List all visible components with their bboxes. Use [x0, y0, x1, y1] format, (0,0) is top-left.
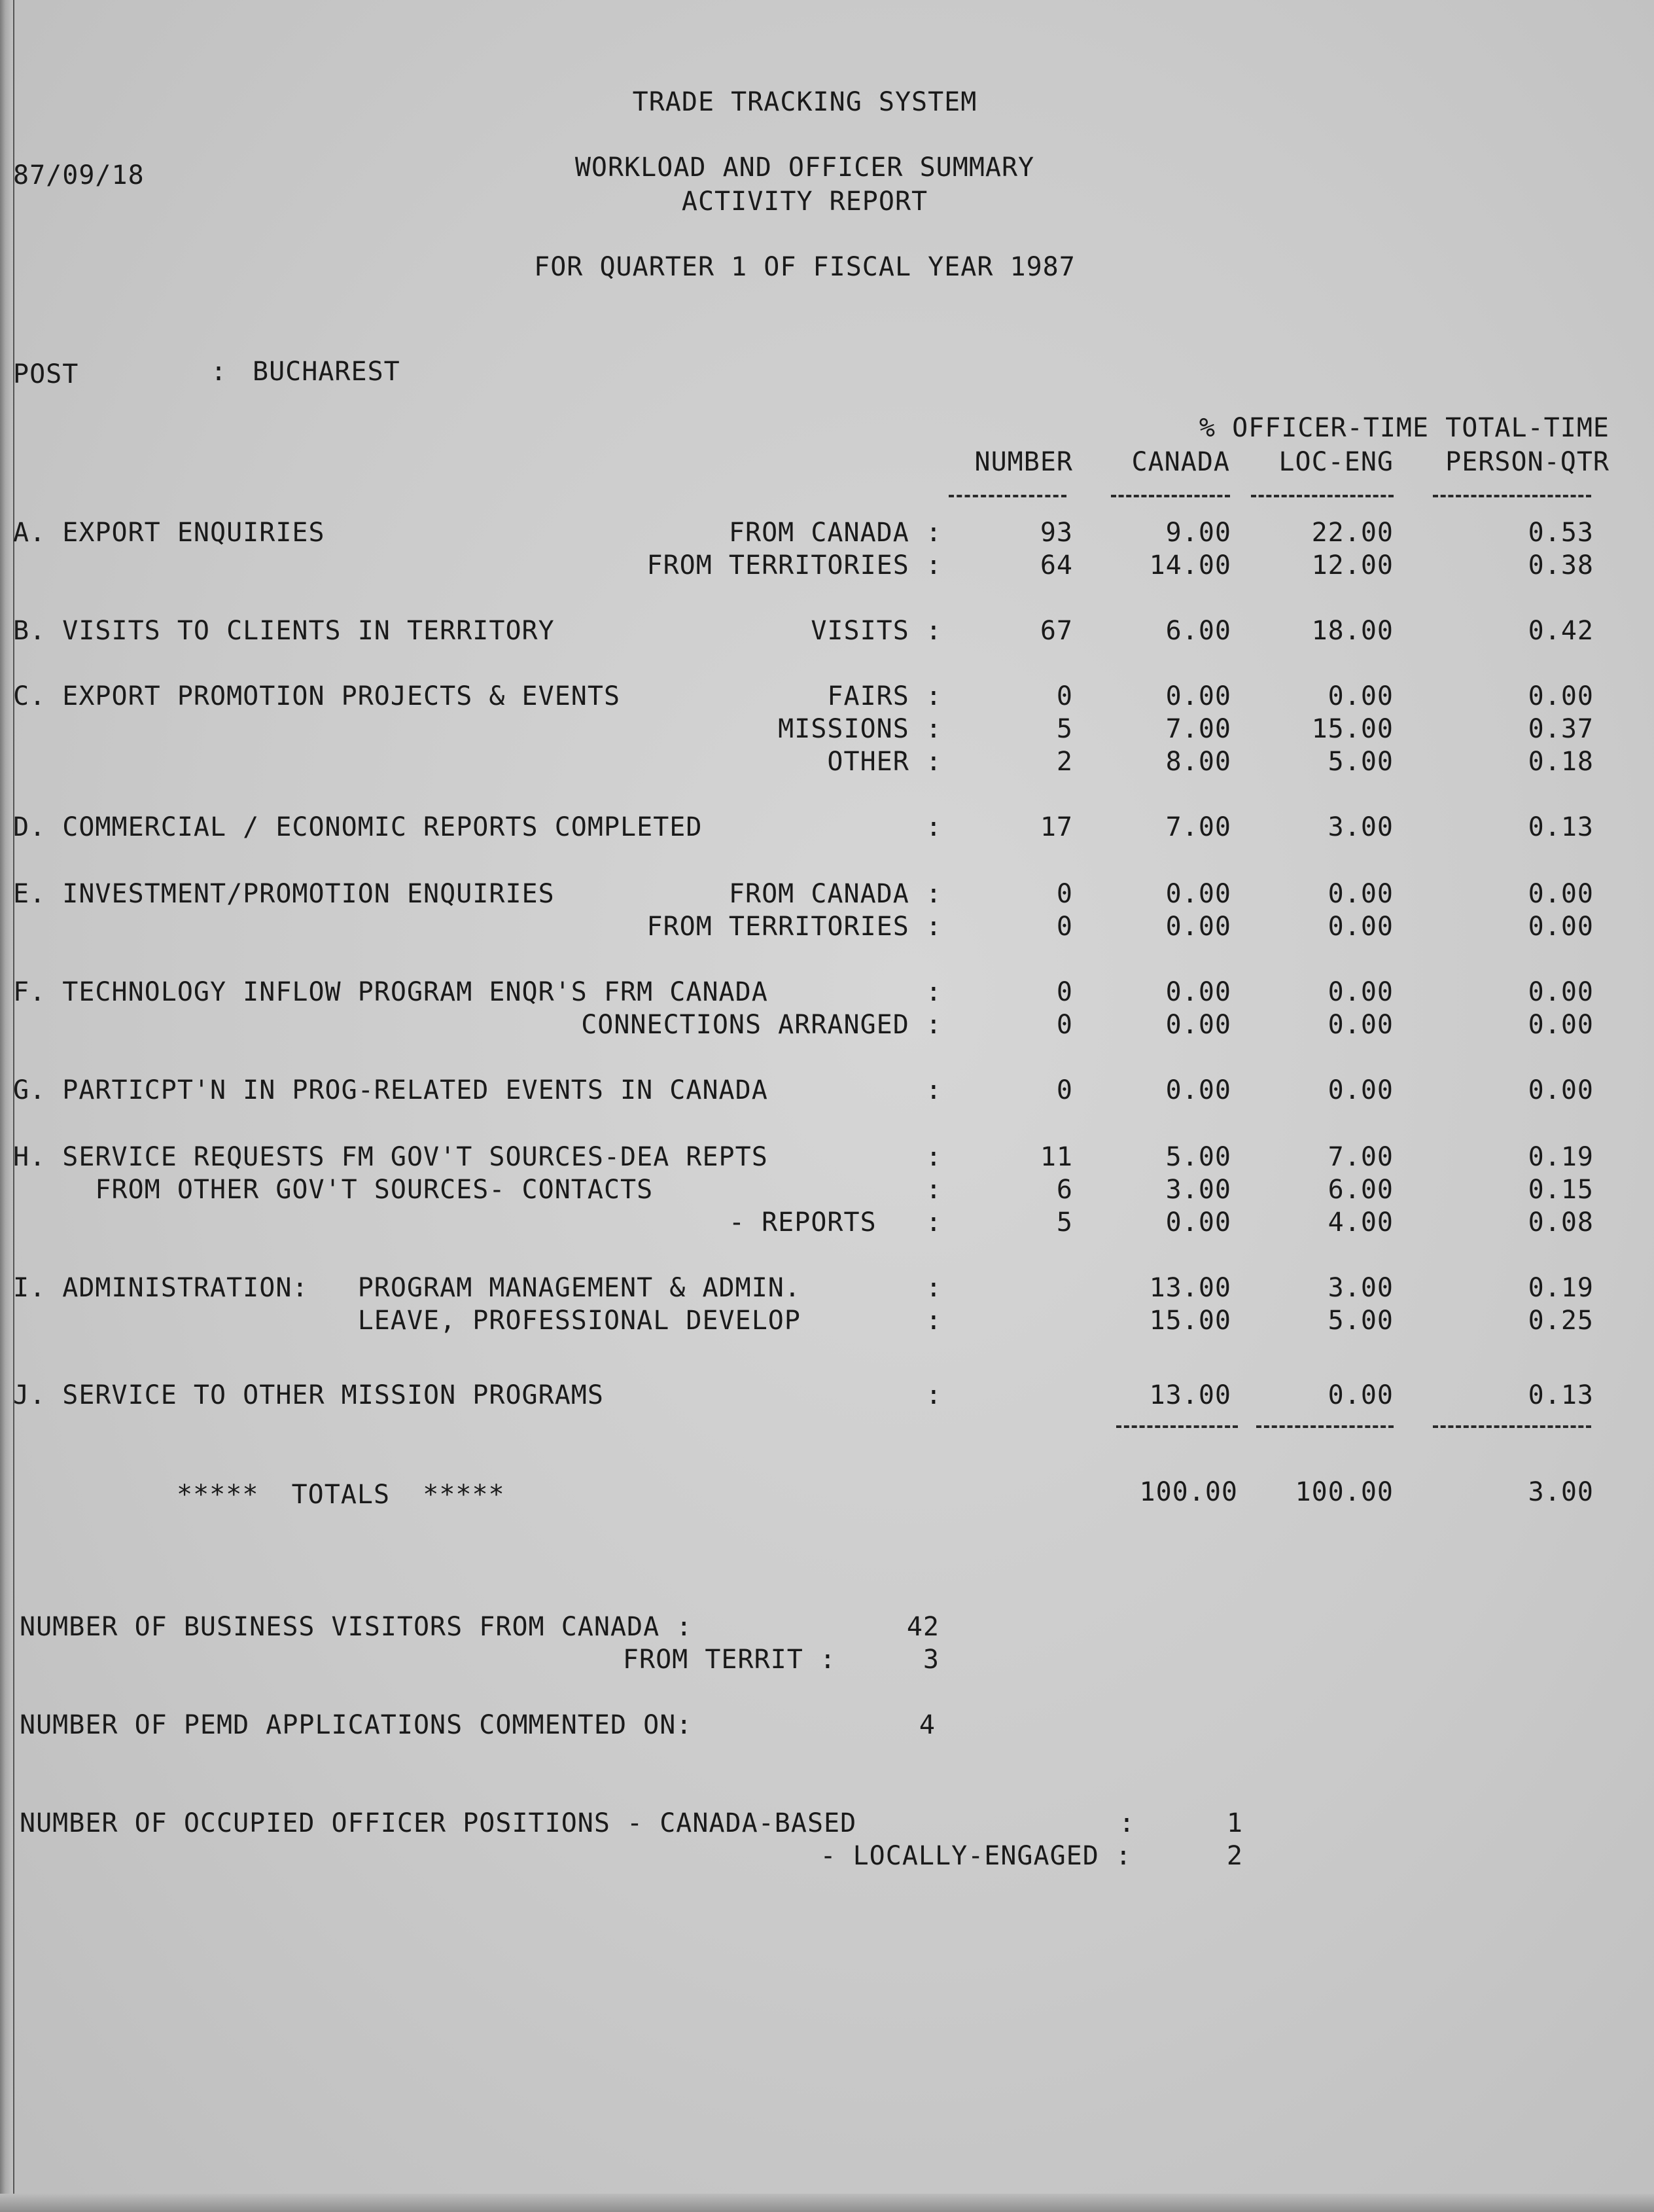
row-number: 93 [1040, 518, 1073, 548]
col-header-person-qtr: PERSON-QTR [1445, 447, 1610, 477]
row-label: H. SERVICE REQUESTS FM GOV'T SOURCES-DEA REPTS [13, 1142, 768, 1172]
row-label: LEAVE, PROFESSIONAL DEVELOP [13, 1306, 801, 1336]
row-loc-eng: 15.00 [1311, 714, 1394, 744]
row-sub-label: : [925, 1142, 942, 1172]
row-sub-label: FROM TERRITORIES : [646, 912, 942, 942]
row-sub-label: : [925, 812, 942, 842]
row-canada: 0.00 [1165, 681, 1231, 711]
row-loc-eng: 0.00 [1328, 1010, 1394, 1040]
col-header-number: NUMBER [974, 447, 1073, 477]
row-loc-eng: 3.00 [1328, 1273, 1394, 1303]
row-canada: 9.00 [1165, 518, 1231, 548]
row-canada: 0.00 [1165, 879, 1231, 909]
row-person-qtr: 0.08 [1528, 1207, 1594, 1238]
totals-canada: 100.00 [1139, 1477, 1238, 1507]
row-canada: 7.00 [1165, 812, 1231, 842]
row-loc-eng: 0.00 [1328, 1075, 1394, 1105]
row-canada: 0.00 [1165, 1207, 1231, 1238]
page-edge-line [13, 0, 14, 2212]
row-sub-label: : [925, 1075, 942, 1105]
row-number: 67 [1040, 616, 1073, 646]
row-person-qtr: 0.00 [1528, 681, 1594, 711]
row-loc-eng: 5.00 [1328, 747, 1394, 777]
row-loc-eng: 3.00 [1328, 812, 1394, 842]
row-canada: 13.00 [1149, 1380, 1231, 1410]
row-canada: 6.00 [1165, 616, 1231, 646]
row-canada: 0.00 [1165, 1010, 1231, 1040]
row-sub-label: FROM CANADA : [728, 518, 942, 548]
row-canada: 14.00 [1149, 550, 1231, 580]
row-person-qtr: 0.38 [1528, 550, 1594, 580]
row-person-qtr: 0.13 [1528, 1380, 1594, 1410]
row-loc-eng: 7.00 [1328, 1142, 1394, 1172]
row-person-qtr: 0.00 [1528, 912, 1594, 942]
positions-canada-value: 1 [1226, 1808, 1243, 1838]
row-number: 0 [1056, 1075, 1073, 1105]
pemd-value: 4 [919, 1710, 936, 1740]
row-number: 11 [1040, 1142, 1073, 1172]
row-number: 0 [1056, 1010, 1073, 1040]
row-label: I. ADMINISTRATION: PROGRAM MANAGEMENT & ADMIN. [13, 1273, 801, 1303]
row-number: 5 [1056, 714, 1073, 744]
row-person-qtr: 0.00 [1528, 879, 1594, 909]
row-person-qtr: 0.13 [1528, 812, 1594, 842]
col-underline-loc-eng [1251, 495, 1394, 497]
row-sub-label: : [925, 1380, 942, 1410]
total-underline-canada [1116, 1425, 1238, 1428]
positions-canada-separator: : [1119, 1808, 1136, 1838]
totals-person-qtr: 3.00 [1528, 1477, 1594, 1507]
row-number: 0 [1056, 681, 1073, 711]
page-edge-bottom [0, 2194, 1654, 2212]
row-canada: 8.00 [1165, 747, 1231, 777]
row-canada: 13.00 [1149, 1273, 1231, 1303]
row-sub-label: - REPORTS : [728, 1207, 942, 1238]
row-label: D. COMMERCIAL / ECONOMIC REPORTS COMPLETED [13, 812, 703, 842]
col-header-loc-eng: LOC-ENG [1278, 447, 1394, 477]
row-canada: 0.00 [1165, 977, 1231, 1007]
row-loc-eng: 0.00 [1328, 1380, 1394, 1410]
row-label: A. EXPORT ENQUIRIES [13, 518, 325, 548]
row-label: C. EXPORT PROMOTION PROJECTS & EVENTS [13, 681, 621, 711]
total-underline-loc-eng [1256, 1425, 1394, 1428]
row-label: B. VISITS TO CLIENTS IN TERRITORY [13, 616, 555, 646]
report-date: 87/09/18 [13, 160, 145, 190]
row-number: 0 [1056, 912, 1073, 942]
row-sub-label: FROM CANADA : [728, 879, 942, 909]
report-title-line1: WORKLOAD AND OFFICER SUMMARY [574, 152, 1035, 183]
visitors-territ-value: 3 [923, 1645, 940, 1675]
row-person-qtr: 0.53 [1528, 518, 1594, 548]
positions-label: NUMBER OF OCCUPIED OFFICER POSITIONS - CANADA-BASED [20, 1808, 857, 1838]
row-number: 0 [1056, 977, 1073, 1007]
row-loc-eng: 0.00 [1328, 879, 1394, 909]
row-label: F. TECHNOLOGY INFLOW PROGRAM ENQR'S FRM CANADA [13, 977, 768, 1007]
row-number: 0 [1056, 879, 1073, 909]
row-person-qtr: 0.00 [1528, 977, 1594, 1007]
post-label: POST [13, 359, 79, 389]
row-canada: 3.00 [1165, 1175, 1231, 1205]
row-number: 2 [1056, 747, 1073, 777]
row-number: 17 [1040, 812, 1073, 842]
system-title: TRADE TRACKING SYSTEM [632, 87, 977, 117]
row-person-qtr: 0.00 [1528, 1010, 1594, 1040]
page-edge-left [0, 0, 13, 2212]
total-underline-person-qtr [1433, 1425, 1591, 1428]
row-sub-label: OTHER : [827, 747, 942, 777]
post-value: BUCHAREST [253, 357, 400, 387]
row-loc-eng: 4.00 [1328, 1207, 1394, 1238]
visitors-label: NUMBER OF BUSINESS VISITORS FROM CANADA : [20, 1612, 693, 1642]
totals-label: ***** TOTALS ***** [177, 1480, 505, 1510]
row-number: 5 [1056, 1207, 1073, 1238]
col-underline-person-qtr [1433, 495, 1591, 497]
report-title-line2: ACTIVITY REPORT [681, 187, 928, 217]
row-label: FROM OTHER GOV'T SOURCES- CONTACTS [13, 1175, 654, 1205]
row-person-qtr: 0.19 [1528, 1273, 1594, 1303]
pemd-label: NUMBER OF PEMD APPLICATIONS COMMENTED ON: [20, 1710, 693, 1740]
row-label: J. SERVICE TO OTHER MISSION PROGRAMS [13, 1380, 604, 1410]
row-sub-label: MISSIONS : [778, 714, 942, 744]
row-number: 64 [1040, 550, 1073, 580]
row-sub-label: CONNECTIONS ARRANGED : [581, 1010, 942, 1040]
row-loc-eng: 0.00 [1328, 977, 1394, 1007]
row-canada: 5.00 [1165, 1142, 1231, 1172]
row-number: 6 [1056, 1175, 1073, 1205]
row-person-qtr: 0.15 [1528, 1175, 1594, 1205]
row-canada: 7.00 [1165, 714, 1231, 744]
row-person-qtr: 0.37 [1528, 714, 1594, 744]
row-person-qtr: 0.25 [1528, 1306, 1594, 1336]
row-loc-eng: 22.00 [1311, 518, 1394, 548]
positions-local-value: 2 [1226, 1841, 1243, 1871]
col-underline-canada [1111, 495, 1230, 497]
row-sub-label: : [925, 1273, 942, 1303]
visitors-territ-label: FROM TERRIT : [622, 1645, 836, 1675]
row-person-qtr: 0.42 [1528, 616, 1594, 646]
row-sub-label: FROM TERRITORIES : [646, 550, 942, 580]
row-person-qtr: 0.18 [1528, 747, 1594, 777]
row-loc-eng: 0.00 [1328, 681, 1394, 711]
row-loc-eng: 0.00 [1328, 912, 1394, 942]
row-canada: 0.00 [1165, 1075, 1231, 1105]
row-loc-eng: 18.00 [1311, 616, 1394, 646]
visitors-canada-value: 42 [906, 1612, 940, 1642]
row-person-qtr: 0.19 [1528, 1142, 1594, 1172]
row-label: G. PARTICPT'N IN PROG-RELATED EVENTS IN CANADA [13, 1075, 768, 1105]
row-label: E. INVESTMENT/PROMOTION ENQUIRIES [13, 879, 555, 909]
col-header-canada: CANADA [1131, 447, 1230, 477]
row-canada: 0.00 [1165, 912, 1231, 942]
row-loc-eng: 6.00 [1328, 1175, 1394, 1205]
row-sub-label: FAIRS : [827, 681, 942, 711]
row-sub-label: : [925, 1306, 942, 1336]
positions-local-label: - LOCALLY-ENGAGED : [820, 1841, 1132, 1871]
row-sub-label: : [925, 1175, 942, 1205]
col-header-officer-time: % OFFICER-TIME TOTAL-TIME [1199, 413, 1610, 443]
post-separator: : [211, 357, 228, 387]
row-loc-eng: 12.00 [1311, 550, 1394, 580]
totals-loc-eng: 100.00 [1295, 1477, 1394, 1507]
row-sub-label: : [925, 977, 942, 1007]
row-canada: 15.00 [1149, 1306, 1231, 1336]
row-sub-label: VISITS : [811, 616, 942, 646]
row-loc-eng: 5.00 [1328, 1306, 1394, 1336]
row-person-qtr: 0.00 [1528, 1075, 1594, 1105]
report-period: FOR QUARTER 1 OF FISCAL YEAR 1987 [534, 252, 1076, 282]
col-underline-number [949, 495, 1066, 497]
